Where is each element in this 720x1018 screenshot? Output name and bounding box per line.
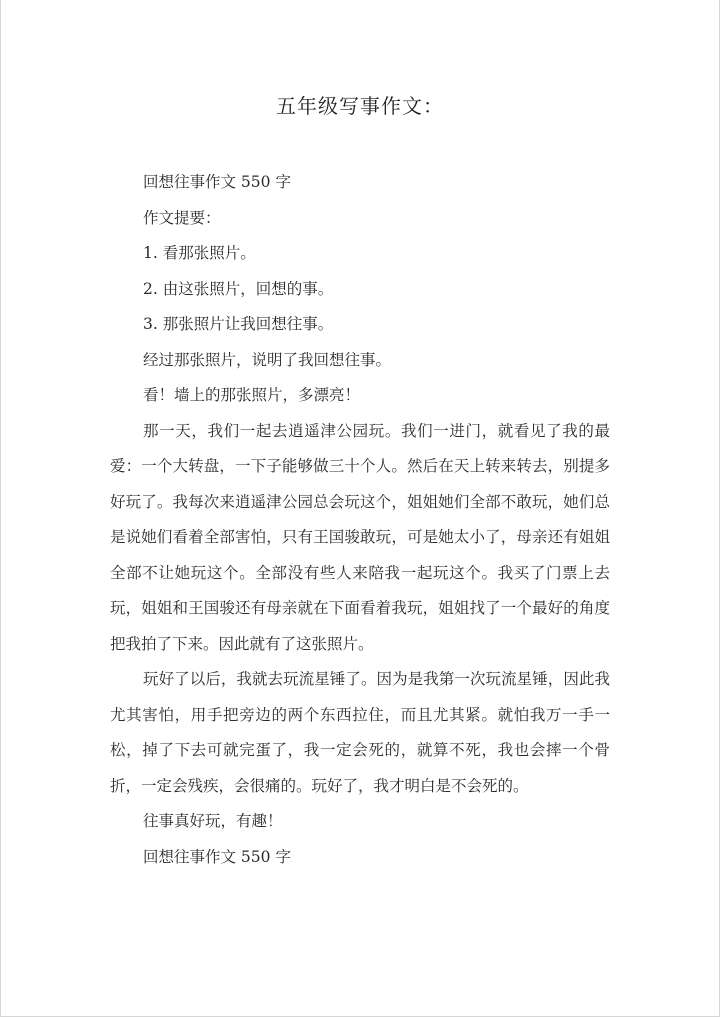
paragraph-2: 玩好了以后，我就去玩流星锤了。因为是我第一次玩流星锤，因此我尤其害怕，用手把旁边的两个东西拉住，而且尤其紧。就怕我万一手一松，掉了下去可就完蛋了，我一定会死的，就算不死，我也会摔一个骨折，一定会残疾，会很痛的。玩好了，我才明白是不会死的。	[110, 670, 610, 795]
outline-label: 作文提要：	[143, 208, 221, 227]
intro-line-2: 看！墙上的那张照片，多漂亮！	[143, 386, 361, 404]
essay-heading: 回想往事作文 550 字	[143, 173, 291, 191]
outline-item-3: 3. 那张照片让我回想往事。	[143, 315, 334, 333]
outline-item-2: 2. 由这张照片，回想的事。	[143, 279, 334, 298]
document-title: 五年级写事作文：	[276, 94, 444, 118]
outline-item-1: 1. 看那张照片。	[143, 244, 256, 262]
closing-line: 往事真好玩，有趣！	[143, 812, 283, 830]
trailing-heading: 回想往事作文 550 字	[143, 847, 291, 866]
document-body	[110, 165, 610, 875]
intro-line-1: 经过那张照片，说明了我回想往事。	[143, 350, 392, 369]
paragraph-1: 那一天，我们一起去逍遥津公园玩。我们一进门，就看见了我的最爱：一个大转盘，一下子能够做三十个人。然后在天上转来转去，别提多好玩了。我每次来逍遥津公园总会玩这个，姐姐她们全部不敢玩，她们总是说她们看着全部害怕，只有王国骏敢玩，可是她太小了，母亲还有姐姐全部不让她玩这个。全部没有些人来陪我一起玩这个。我买了门票上去玩，姐姐和王国骏还有母亲就在下面看着我玩，姐姐找了一个最好的角度把我拍了下来。因此就有了这张照片。	[110, 421, 610, 653]
